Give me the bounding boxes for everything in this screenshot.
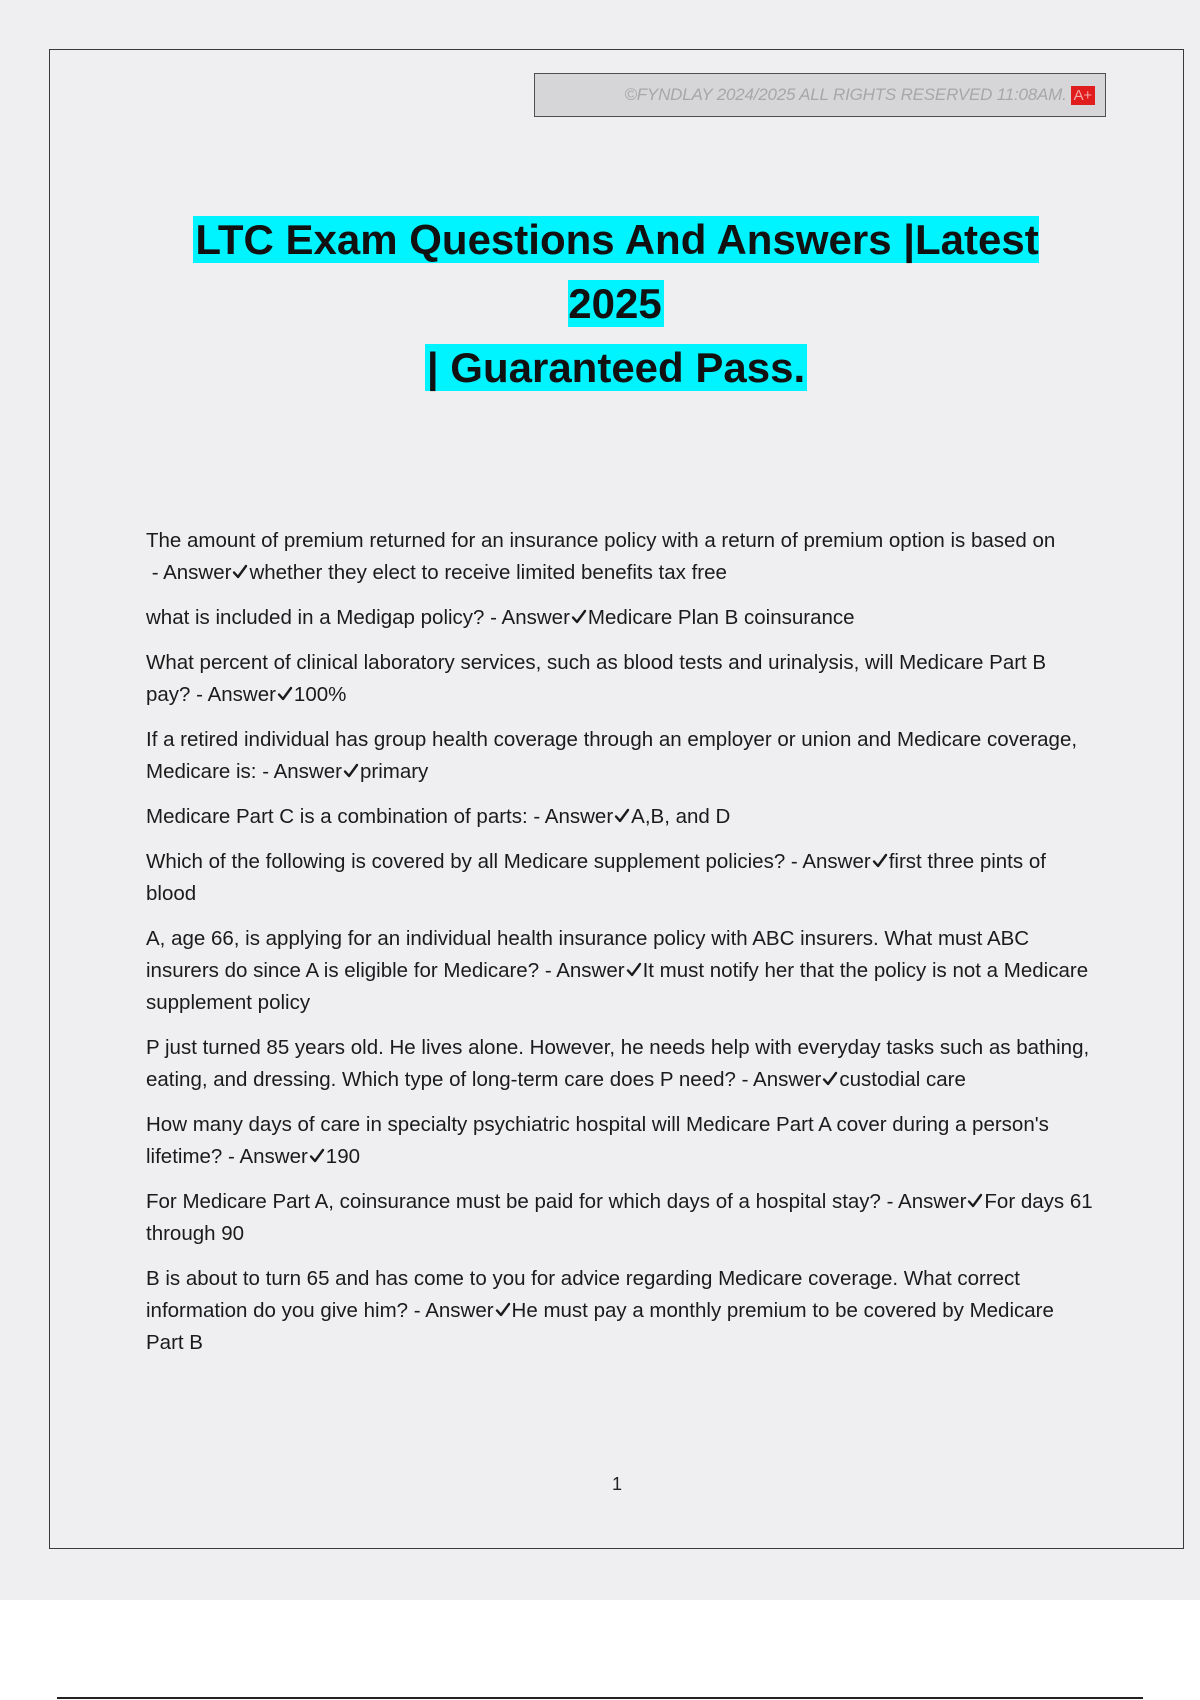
copyright-text [624,85,1095,105]
qa-item [146,1032,1096,1096]
question-text: What percent of clinical laboratory services, such as blood tests and urinalysis, will Medicare Part B pay? [146,651,1047,706]
qa-item [146,846,1096,910]
answer-label: Answer [163,561,232,584]
question-text: For Medicare Part A, coinsurance must be paid for which days of a hospital stay? [146,1190,881,1213]
question-text: B is about to turn 65 and has come to you for advice regarding Medicare coverage. What correct information do you give him? [146,1267,1020,1322]
answer-label: Answer [802,850,871,873]
qa-item [146,1263,1096,1359]
answer-label: Answer [207,683,276,706]
checkmark-icon [495,1296,511,1312]
document-title [140,208,1092,400]
checkmark-icon [343,757,359,773]
answer-text: custodial care [839,1068,966,1091]
qa-separator: - [408,1299,426,1322]
title-line-1: LTC Exam Questions And Answers |Latest 2025 [195,216,1039,327]
page-number: 1 [611,1474,622,1494]
qa-item [146,724,1096,788]
question-text: Which of the following is covered by all Medicare supplement policies? [146,850,786,873]
qa-item [146,525,1096,589]
answer-text: He must pay a monthly premium to be covered by Medicare Part B [146,1299,1054,1354]
answer-label: Answer [501,606,570,629]
answer-text: 190 [325,1145,361,1168]
answer-label: Answer [753,1068,822,1091]
answer-label: Answer [556,959,625,982]
checkmark-icon [277,680,293,696]
qa-item [146,647,1096,711]
question-text: The amount of premium returned for an insurance policy with a return of premium option is based on [146,529,1056,552]
title-line-2: | Guaranteed Pass. [426,344,806,391]
copyright-label: ©FYNDLAY 2024/2025 ALL RIGHTS RESERVED 11:08AM. [624,85,1067,104]
qa-item [146,602,1096,634]
answer-label: Answer [239,1145,308,1168]
qa-separator: - [735,1068,754,1091]
answer-label: Answer [273,760,342,783]
checkmark-icon [822,1065,838,1081]
qa-item [146,923,1096,1019]
qa-separator: - [527,805,545,828]
answer-text: A,B, and D [631,805,731,828]
checkmark-icon [626,956,642,972]
checkmark-icon [309,1142,325,1158]
qa-separator: - [256,760,274,783]
answer-label: Answer [544,805,614,828]
answer-text: whether they elect to receive limited benefits tax free [249,561,727,584]
question-text: If a retired individual has group health coverage through an employer or union and Medicare coverage, Medicare is: [146,728,1078,783]
checkmark-icon [872,847,888,863]
copyright-header [534,73,1106,117]
answer-text: Medicare Plan B coinsurance [587,606,855,629]
qa-separator: - [785,850,803,873]
answer-text: 100% [293,683,347,706]
checkmark-icon [614,802,630,818]
answer-text: primary [359,760,429,783]
qa-item [146,801,1096,833]
question-text: what is included in a Medigap policy? [146,606,485,629]
answer-text: first three pints of blood [146,850,1046,905]
qa-separator: - [146,561,164,584]
answer-label: Answer [425,1299,494,1322]
footer-divider [57,1697,1143,1699]
qa-item [146,1186,1096,1250]
grade-badge: A+ [1071,86,1095,105]
qa-separator: - [484,606,502,629]
qa-item [146,1109,1096,1173]
question-text: Medicare Part C is a combination of parts: [146,805,528,828]
answer-text: For days 61 through 90 [146,1190,1093,1245]
qa-separator: - [539,959,557,982]
qa-separator: - [190,683,208,706]
question-text: A, age 66, is applying for an individual health insurance policy with ABC insurers. What must ABC insurers do since A is eligible for Medicare? [146,927,1030,982]
qa-separator: - [880,1190,899,1213]
answer-text: It must notify her that the policy is not a Medicare supplement policy [146,959,1089,1014]
checkmark-icon [571,603,587,619]
answer-label: Answer [898,1190,967,1213]
checkmark-icon [232,558,248,574]
question-text: P just turned 85 years old. He lives alone. However, he needs help with everyday tasks such as bathing, eating, and dressing. Which type of long-term care does P need? [146,1036,1090,1091]
question-text: How many days of care in specialty psychiatric hospital will Medicare Part A cover during a person's lifetime? [146,1113,1049,1168]
qa-separator: - [222,1145,240,1168]
checkmark-icon [967,1187,983,1203]
qa-list [146,525,1096,1372]
